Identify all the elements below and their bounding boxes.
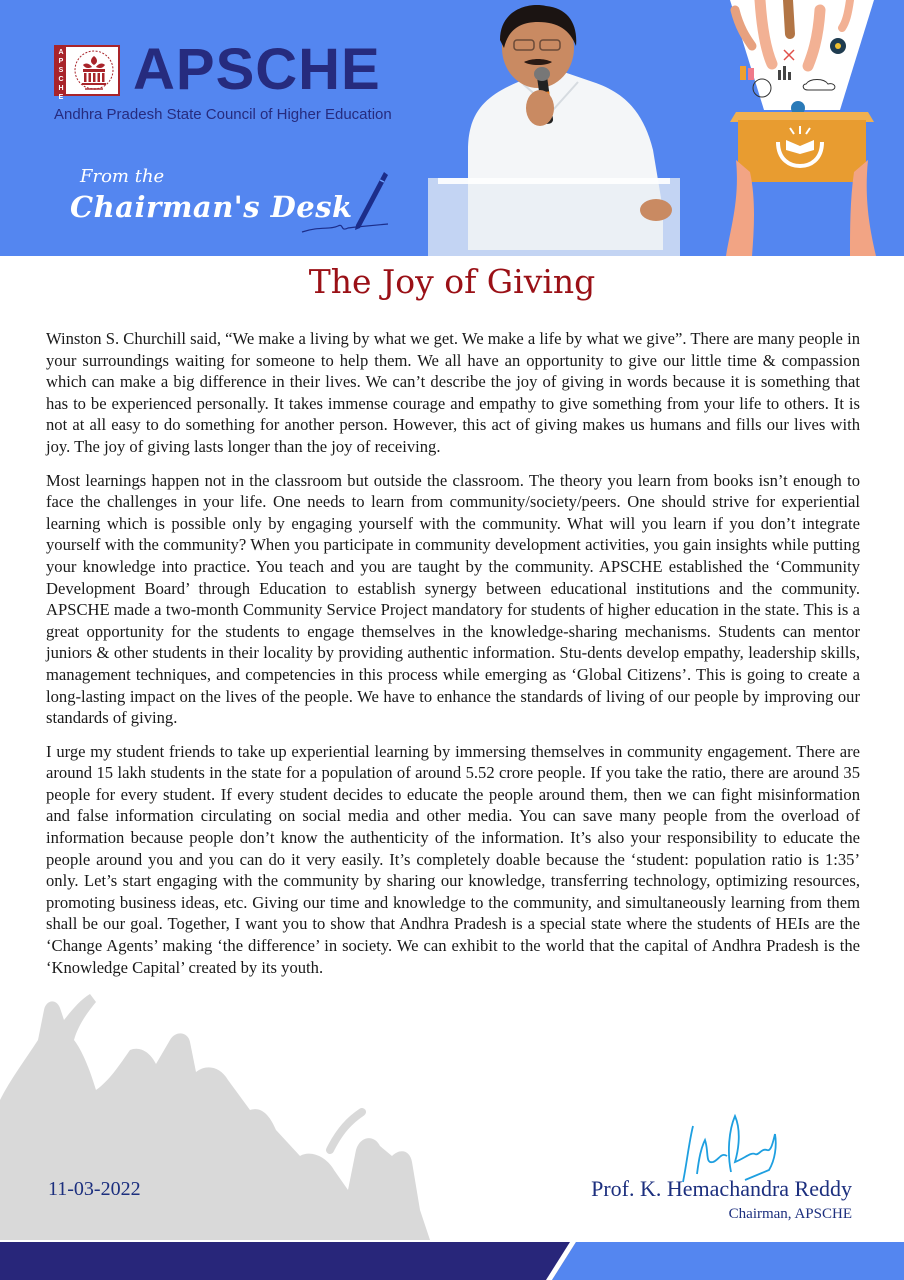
brand-subtitle: Andhra Pradesh State Council of Higher Education xyxy=(54,106,392,123)
logo-emblem-icon xyxy=(70,50,118,94)
signatory-name: Prof. K. Hemachandra Reddy xyxy=(591,1176,852,1201)
pen-icon xyxy=(300,170,390,240)
brand-name: APSCHE xyxy=(133,37,381,102)
climbers-silhouette xyxy=(0,980,460,1240)
chairman-photo xyxy=(428,0,680,256)
desk-prefix: From the xyxy=(80,166,165,187)
giving-illustration xyxy=(700,0,904,256)
article-paragraph: Winston S. Churchill said, “We make a living by what we get. We make a life by what we give”. There are many people in your surroundings waiting for someone to help them. We all have an opportunity to give our little time & compassion which can make a big difference in their lives. We can’t describe the joy of giving in words because it is something that has to be experienced personally. It takes immense courage and empathy to give something from your life to others. It is not at all easy to do something for another person. However, this act of giving makes us humans and fills our lives with joy. The joy of giving lasts longer than the joy of receiving. xyxy=(46,329,860,456)
apsche-logo xyxy=(54,45,120,101)
article-title: The Joy of Giving xyxy=(308,262,596,301)
signatory-role: Chairman, APSCHE xyxy=(728,1206,852,1222)
header-banner xyxy=(0,0,904,256)
letter-date: 11-03-2022 xyxy=(48,1178,141,1200)
footer-bar-light xyxy=(540,1242,904,1280)
signature-icon xyxy=(675,1112,795,1184)
article-body xyxy=(46,328,860,990)
article-paragraph: I urge my student friends to take up experiential learning by immersing themselves in community engagement. There are around 15 lakh students in the state for a population of around 5.52 crore people. If you take the ratio, there are around 35 people for every student. If every student decides to educate the people around them, then we can fight misinformation and false information circulating on social media and other media. You can save many people from the overload of information because people don’t know the authenticity of the information. It’s also your responsibility to educate the people around you and you can do it very easily. It’s completely doable because the ‘student: population ratio is 1:35’ only. Let’s start engaging with the community by sharing our knowledge, transferring technology, optimizing resources, promoting business ideas, etc. Giving our time and knowledge to the community, and simultaneously learning from them shall be our goal. Together, I want you to show that Andhra Pradesh is a special state where the students of HEIs are the ‘Change Agents’ making ‘the difference’ in society. We can exhibit to the world that the capital of Andhra Pradesh is the ‘Knowledge Capital’ created by its youth. xyxy=(46,741,860,977)
desk-title: Chairman's Desk xyxy=(70,190,353,224)
logo-strip: A P S C H E xyxy=(56,47,66,94)
article-paragraph: Most learnings happen not in the classroom but outside the classroom. The theory you learn from books isn’t enough to face the challenges in your life. One needs to learn from community/society/peers. One should strive for experiential learning which is possible only by engaging yourself with the community. What will you learn if you don’t integrate yourself with the community? When you participate in community development activities, you gain insights while putting your knowledge into practice. You teach and you are taught by the community. APSCHE established the ‘Community Development Board’ through Education to establish synergy between educational institutions and the community. APSCHE made a two-month Community Service Project mandatory for students of higher education in the state. This is a great opportunity for the students to engage themselves in the knowledge-sharing mechanisms. Students can mentor juniors & other students in their locality by providing authentic information. Stu-dents develop empathy, leadership skills, management techniques, and competencies in this process while emerging as ‘Global Citizens’. This is going to create a long-lasting impact on the lives of the people. We have to enhance the standards of living of our people by improving our standards of giving. xyxy=(46,470,860,728)
